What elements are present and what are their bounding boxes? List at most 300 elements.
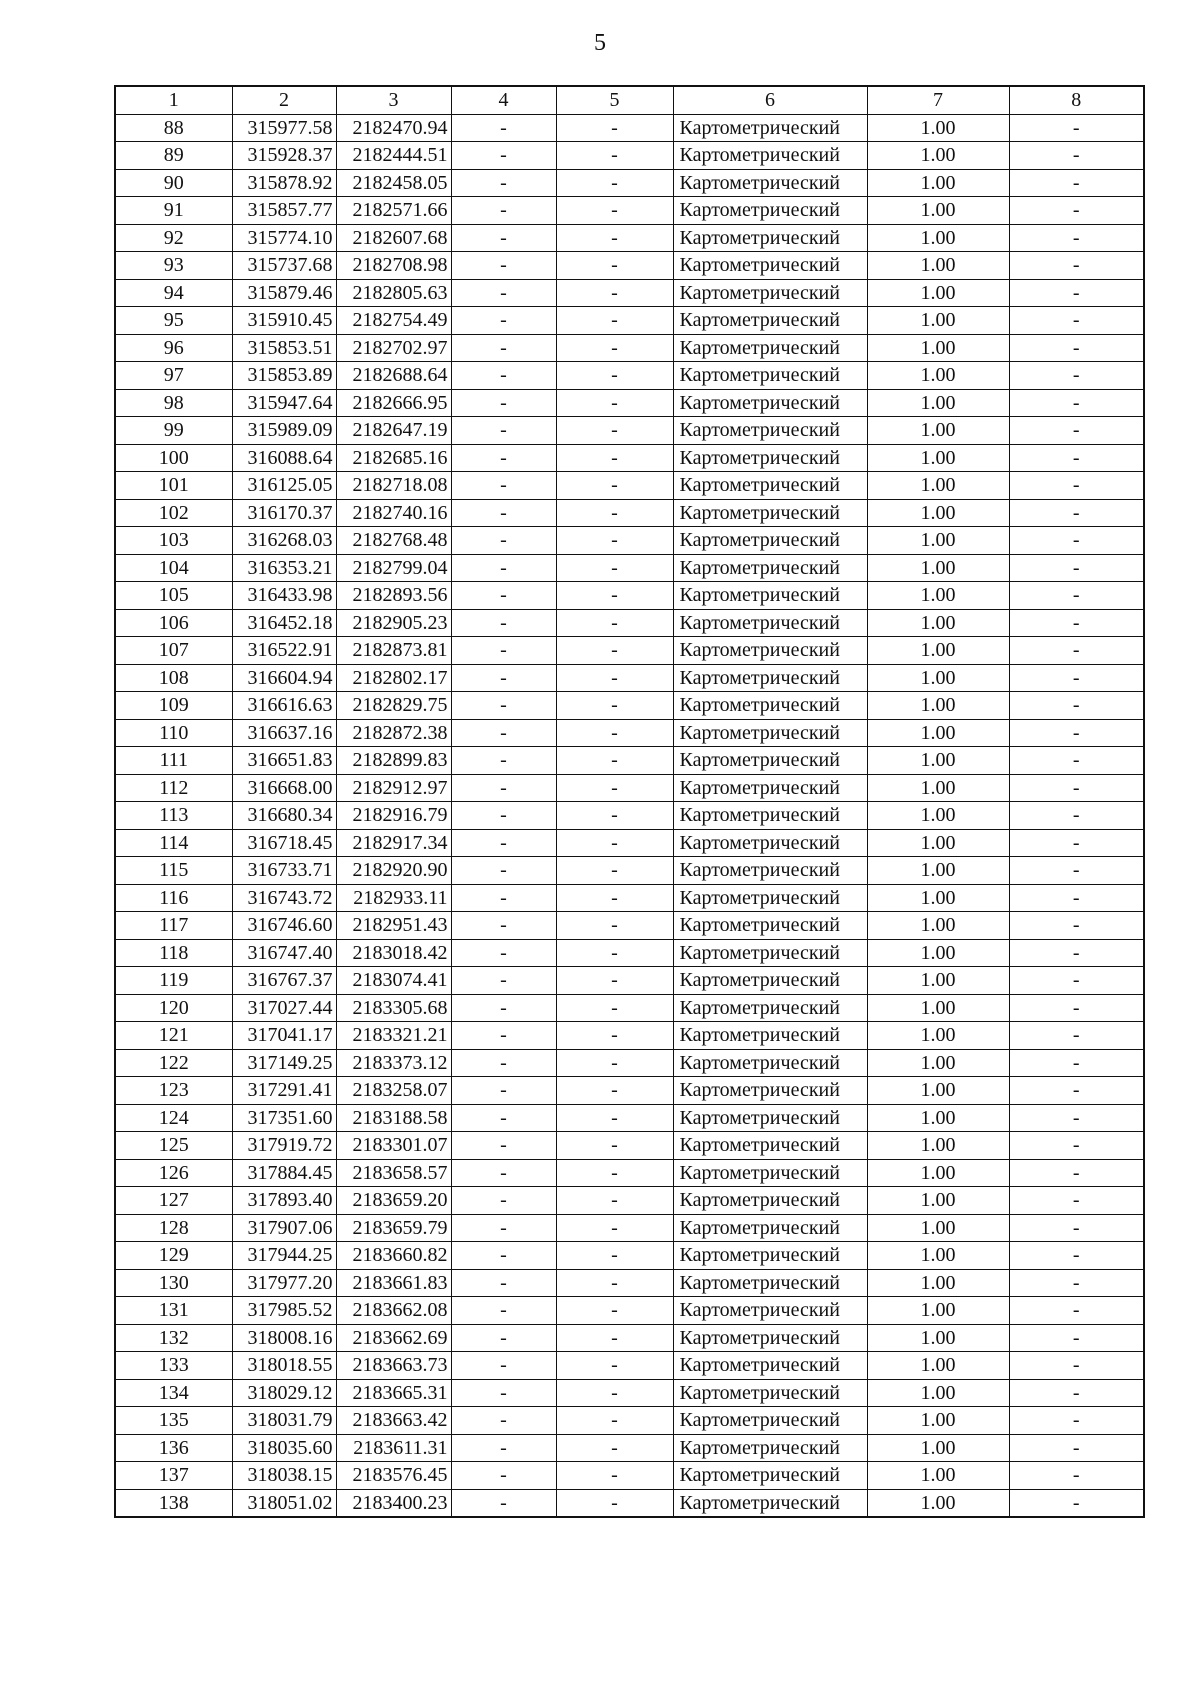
col-5-value: - <box>556 389 673 417</box>
point-number: 131 <box>115 1297 232 1325</box>
col-5-value: - <box>556 637 673 665</box>
col-8-value: - <box>1009 114 1144 142</box>
col-5-value: - <box>556 1269 673 1297</box>
col-5-value: - <box>556 884 673 912</box>
point-number: 92 <box>115 224 232 252</box>
y-coordinate: 2182933.11 <box>336 884 451 912</box>
y-coordinate: 2183188.58 <box>336 1104 451 1132</box>
table-row <box>115 829 1144 857</box>
point-number: 110 <box>115 719 232 747</box>
x-coordinate: 316733.71 <box>232 857 336 885</box>
x-coordinate: 316433.98 <box>232 582 336 610</box>
point-number: 117 <box>115 912 232 940</box>
table-row <box>115 362 1144 390</box>
col-8-value: - <box>1009 417 1144 445</box>
point-number: 129 <box>115 1242 232 1270</box>
table-row <box>115 912 1144 940</box>
table-row <box>115 664 1144 692</box>
col-4-value: - <box>451 252 556 280</box>
col-4-value: - <box>451 802 556 830</box>
method: Картометрический <box>673 279 867 307</box>
col-4-value: - <box>451 747 556 775</box>
point-number: 128 <box>115 1214 232 1242</box>
point-number: 135 <box>115 1407 232 1435</box>
col-5-value: - <box>556 1077 673 1105</box>
x-coordinate: 318051.02 <box>232 1489 336 1517</box>
col-5-value: - <box>556 802 673 830</box>
col-4-value: - <box>451 142 556 170</box>
x-coordinate: 315853.51 <box>232 334 336 362</box>
y-coordinate: 2182607.68 <box>336 224 451 252</box>
col-4-value: - <box>451 169 556 197</box>
col-8-value: - <box>1009 472 1144 500</box>
col-5-value: - <box>556 499 673 527</box>
x-coordinate: 315737.68 <box>232 252 336 280</box>
col-4-value: - <box>451 362 556 390</box>
col-5-value: - <box>556 1104 673 1132</box>
point-number: 95 <box>115 307 232 335</box>
table-row <box>115 1269 1144 1297</box>
table-row <box>115 1022 1144 1050</box>
col-4-value: - <box>451 692 556 720</box>
x-coordinate: 316747.40 <box>232 939 336 967</box>
accuracy: 1.00 <box>867 252 1009 280</box>
x-coordinate: 317919.72 <box>232 1132 336 1160</box>
method: Картометрический <box>673 334 867 362</box>
accuracy: 1.00 <box>867 1132 1009 1160</box>
table-row <box>115 527 1144 555</box>
table-row <box>115 967 1144 995</box>
col-8-value: - <box>1009 1187 1144 1215</box>
y-coordinate: 2182872.38 <box>336 719 451 747</box>
method: Картометрический <box>673 1489 867 1517</box>
table-row <box>115 802 1144 830</box>
accuracy: 1.00 <box>867 637 1009 665</box>
accuracy: 1.00 <box>867 1489 1009 1517</box>
y-coordinate: 2182893.56 <box>336 582 451 610</box>
y-coordinate: 2183074.41 <box>336 967 451 995</box>
accuracy: 1.00 <box>867 114 1009 142</box>
accuracy: 1.00 <box>867 1434 1009 1462</box>
accuracy: 1.00 <box>867 1352 1009 1380</box>
point-number: 102 <box>115 499 232 527</box>
col-4-value: - <box>451 334 556 362</box>
method: Картометрический <box>673 582 867 610</box>
col-8-value: - <box>1009 1462 1144 1490</box>
y-coordinate: 2182873.81 <box>336 637 451 665</box>
col-4-value: - <box>451 1407 556 1435</box>
point-number: 138 <box>115 1489 232 1517</box>
y-coordinate: 2182571.66 <box>336 197 451 225</box>
col-4-value: - <box>451 114 556 142</box>
accuracy: 1.00 <box>867 1324 1009 1352</box>
point-number: 126 <box>115 1159 232 1187</box>
table-row <box>115 1352 1144 1380</box>
accuracy: 1.00 <box>867 1214 1009 1242</box>
page-number: 5 <box>594 30 606 56</box>
method: Картометрический <box>673 1434 867 1462</box>
table-row <box>115 1324 1144 1352</box>
accuracy: 1.00 <box>867 1297 1009 1325</box>
point-number: 118 <box>115 939 232 967</box>
point-number: 132 <box>115 1324 232 1352</box>
y-coordinate: 2183576.45 <box>336 1462 451 1490</box>
table-body <box>115 114 1144 1517</box>
x-coordinate: 316604.94 <box>232 664 336 692</box>
method: Картометрический <box>673 664 867 692</box>
table-row <box>115 609 1144 637</box>
y-coordinate: 2182799.04 <box>336 554 451 582</box>
accuracy: 1.00 <box>867 527 1009 555</box>
x-coordinate: 318018.55 <box>232 1352 336 1380</box>
method: Картометрический <box>673 774 867 802</box>
col-5-value: - <box>556 114 673 142</box>
col-4-value: - <box>451 527 556 555</box>
header-accuracy: 7 <box>867 86 1009 114</box>
method: Картометрический <box>673 967 867 995</box>
col-4-value: - <box>451 664 556 692</box>
col-8-value: - <box>1009 939 1144 967</box>
table-row <box>115 499 1144 527</box>
y-coordinate: 2182805.63 <box>336 279 451 307</box>
point-number: 133 <box>115 1352 232 1380</box>
x-coordinate: 317944.25 <box>232 1242 336 1270</box>
x-coordinate: 316680.34 <box>232 802 336 830</box>
col-8-value: - <box>1009 609 1144 637</box>
point-number: 123 <box>115 1077 232 1105</box>
method: Картометрический <box>673 1297 867 1325</box>
col-5-value: - <box>556 692 673 720</box>
col-8-value: - <box>1009 499 1144 527</box>
col-4-value: - <box>451 1379 556 1407</box>
method: Картометрический <box>673 829 867 857</box>
y-coordinate: 2183400.23 <box>336 1489 451 1517</box>
x-coordinate: 317351.60 <box>232 1104 336 1132</box>
y-coordinate: 2183321.21 <box>336 1022 451 1050</box>
x-coordinate: 316616.63 <box>232 692 336 720</box>
x-coordinate: 316767.37 <box>232 967 336 995</box>
accuracy: 1.00 <box>867 582 1009 610</box>
accuracy: 1.00 <box>867 884 1009 912</box>
point-number: 107 <box>115 637 232 665</box>
col-8-value: - <box>1009 554 1144 582</box>
method: Картометрический <box>673 912 867 940</box>
point-number: 109 <box>115 692 232 720</box>
point-number: 106 <box>115 609 232 637</box>
y-coordinate: 2183663.42 <box>336 1407 451 1435</box>
y-coordinate: 2182647.19 <box>336 417 451 445</box>
x-coordinate: 316651.83 <box>232 747 336 775</box>
method: Картометрический <box>673 1407 867 1435</box>
point-number: 113 <box>115 802 232 830</box>
point-number: 97 <box>115 362 232 390</box>
accuracy: 1.00 <box>867 307 1009 335</box>
x-coordinate: 315947.64 <box>232 389 336 417</box>
col-8-value: - <box>1009 142 1144 170</box>
y-coordinate: 2183665.31 <box>336 1379 451 1407</box>
x-coordinate: 317027.44 <box>232 994 336 1022</box>
x-coordinate: 317041.17 <box>232 1022 336 1050</box>
col-4-value: - <box>451 939 556 967</box>
method: Картометрический <box>673 939 867 967</box>
table-row <box>115 1049 1144 1077</box>
col-8-value: - <box>1009 527 1144 555</box>
col-8-value: - <box>1009 857 1144 885</box>
col-8-value: - <box>1009 362 1144 390</box>
method: Картометрический <box>673 609 867 637</box>
x-coordinate: 315879.46 <box>232 279 336 307</box>
col-4-value: - <box>451 307 556 335</box>
x-coordinate: 318029.12 <box>232 1379 336 1407</box>
method: Картометрический <box>673 884 867 912</box>
col-8-value: - <box>1009 582 1144 610</box>
table-row <box>115 554 1144 582</box>
col-4-value: - <box>451 197 556 225</box>
col-4-value: - <box>451 609 556 637</box>
accuracy: 1.00 <box>867 967 1009 995</box>
y-coordinate: 2182899.83 <box>336 747 451 775</box>
col-4-value: - <box>451 857 556 885</box>
point-number: 122 <box>115 1049 232 1077</box>
col-4-value: - <box>451 1269 556 1297</box>
col-4-value: - <box>451 444 556 472</box>
col-8-value: - <box>1009 1434 1144 1462</box>
col-8-value: - <box>1009 637 1144 665</box>
accuracy: 1.00 <box>867 1269 1009 1297</box>
col-8-value: - <box>1009 224 1144 252</box>
point-number: 101 <box>115 472 232 500</box>
accuracy: 1.00 <box>867 1077 1009 1105</box>
accuracy: 1.00 <box>867 334 1009 362</box>
accuracy: 1.00 <box>867 1104 1009 1132</box>
col-8-value: - <box>1009 1269 1144 1297</box>
col-4-value: - <box>451 1489 556 1517</box>
col-8-value: - <box>1009 1077 1144 1105</box>
col-8-value: - <box>1009 1242 1144 1270</box>
accuracy: 1.00 <box>867 1242 1009 1270</box>
method: Картометрический <box>673 1462 867 1490</box>
col-4-value: - <box>451 1462 556 1490</box>
y-coordinate: 2183305.68 <box>336 994 451 1022</box>
col-5-value: - <box>556 609 673 637</box>
point-number: 89 <box>115 142 232 170</box>
col-5-value: - <box>556 1214 673 1242</box>
col-5-value: - <box>556 1132 673 1160</box>
accuracy: 1.00 <box>867 664 1009 692</box>
method: Картометрический <box>673 1187 867 1215</box>
col-4-value: - <box>451 829 556 857</box>
table-row <box>115 169 1144 197</box>
col-4-value: - <box>451 774 556 802</box>
point-number: 120 <box>115 994 232 1022</box>
x-coordinate: 316522.91 <box>232 637 336 665</box>
method: Картометрический <box>673 1132 867 1160</box>
col-5-value: - <box>556 1352 673 1380</box>
method: Картометрический <box>673 1159 867 1187</box>
col-8-value: - <box>1009 1407 1144 1435</box>
y-coordinate: 2182458.05 <box>336 169 451 197</box>
y-coordinate: 2182685.16 <box>336 444 451 472</box>
col-5-value: - <box>556 334 673 362</box>
col-5-value: - <box>556 1379 673 1407</box>
method: Картометрический <box>673 1269 867 1297</box>
x-coordinate: 317291.41 <box>232 1077 336 1105</box>
col-5-value: - <box>556 1242 673 1270</box>
y-coordinate: 2182912.97 <box>336 774 451 802</box>
table-row <box>115 197 1144 225</box>
method: Картометрический <box>673 1379 867 1407</box>
col-5-value: - <box>556 362 673 390</box>
y-coordinate: 2182917.34 <box>336 829 451 857</box>
y-coordinate: 2182688.64 <box>336 362 451 390</box>
x-coordinate: 316668.00 <box>232 774 336 802</box>
table-header-row <box>115 86 1144 114</box>
table-row <box>115 472 1144 500</box>
col-5-value: - <box>556 197 673 225</box>
col-4-value: - <box>451 554 556 582</box>
col-4-value: - <box>451 1297 556 1325</box>
table-row <box>115 142 1144 170</box>
table-row <box>115 1104 1144 1132</box>
col-4-value: - <box>451 967 556 995</box>
col-8-value: - <box>1009 389 1144 417</box>
y-coordinate: 2182740.16 <box>336 499 451 527</box>
col-5-value: - <box>556 169 673 197</box>
table-row <box>115 1407 1144 1435</box>
col-8-value: - <box>1009 692 1144 720</box>
y-coordinate: 2182754.49 <box>336 307 451 335</box>
col-5-value: - <box>556 829 673 857</box>
accuracy: 1.00 <box>867 912 1009 940</box>
x-coordinate: 317884.45 <box>232 1159 336 1187</box>
coordinates-table <box>114 85 1145 1518</box>
y-coordinate: 2183659.20 <box>336 1187 451 1215</box>
accuracy: 1.00 <box>867 829 1009 857</box>
x-coordinate: 317985.52 <box>232 1297 336 1325</box>
col-4-value: - <box>451 912 556 940</box>
col-4-value: - <box>451 1352 556 1380</box>
y-coordinate: 2182920.90 <box>336 857 451 885</box>
col-4-value: - <box>451 279 556 307</box>
col-4-value: - <box>451 1132 556 1160</box>
method: Картометрический <box>673 1077 867 1105</box>
x-coordinate: 318035.60 <box>232 1434 336 1462</box>
method: Картометрический <box>673 114 867 142</box>
col-8-value: - <box>1009 197 1144 225</box>
method: Картометрический <box>673 169 867 197</box>
point-number: 103 <box>115 527 232 555</box>
point-number: 88 <box>115 114 232 142</box>
method: Картометрический <box>673 1214 867 1242</box>
col-5-value: - <box>556 774 673 802</box>
point-number: 137 <box>115 1462 232 1490</box>
col-4-value: - <box>451 389 556 417</box>
accuracy: 1.00 <box>867 994 1009 1022</box>
point-number: 99 <box>115 417 232 445</box>
table-row <box>115 692 1144 720</box>
col-8-value: - <box>1009 664 1144 692</box>
accuracy: 1.00 <box>867 609 1009 637</box>
method: Картометрический <box>673 747 867 775</box>
col-5-value: - <box>556 1434 673 1462</box>
method: Картометрический <box>673 142 867 170</box>
header-col-8: 8 <box>1009 86 1144 114</box>
header-col-4: 4 <box>451 86 556 114</box>
table-row <box>115 1297 1144 1325</box>
x-coordinate: 315977.58 <box>232 114 336 142</box>
col-8-value: - <box>1009 747 1144 775</box>
col-8-value: - <box>1009 334 1144 362</box>
point-number: 124 <box>115 1104 232 1132</box>
accuracy: 1.00 <box>867 1187 1009 1215</box>
col-8-value: - <box>1009 444 1144 472</box>
accuracy: 1.00 <box>867 719 1009 747</box>
y-coordinate: 2183662.69 <box>336 1324 451 1352</box>
x-coordinate: 315910.45 <box>232 307 336 335</box>
col-8-value: - <box>1009 1379 1144 1407</box>
col-5-value: - <box>556 527 673 555</box>
y-coordinate: 2182951.43 <box>336 912 451 940</box>
table-row <box>115 1187 1144 1215</box>
method: Картометрический <box>673 527 867 555</box>
table-row <box>115 389 1144 417</box>
y-coordinate: 2183611.31 <box>336 1434 451 1462</box>
x-coordinate: 315853.89 <box>232 362 336 390</box>
col-4-value: - <box>451 1022 556 1050</box>
col-8-value: - <box>1009 1104 1144 1132</box>
y-coordinate: 2182702.97 <box>336 334 451 362</box>
col-8-value: - <box>1009 802 1144 830</box>
col-8-value: - <box>1009 169 1144 197</box>
col-5-value: - <box>556 1297 673 1325</box>
col-8-value: - <box>1009 774 1144 802</box>
x-coordinate: 315989.09 <box>232 417 336 445</box>
accuracy: 1.00 <box>867 389 1009 417</box>
col-5-value: - <box>556 142 673 170</box>
y-coordinate: 2183661.83 <box>336 1269 451 1297</box>
y-coordinate: 2183301.07 <box>336 1132 451 1160</box>
col-5-value: - <box>556 967 673 995</box>
x-coordinate: 317977.20 <box>232 1269 336 1297</box>
table-row <box>115 719 1144 747</box>
y-coordinate: 2182470.94 <box>336 114 451 142</box>
col-4-value: - <box>451 499 556 527</box>
col-5-value: - <box>556 279 673 307</box>
col-8-value: - <box>1009 1297 1144 1325</box>
col-5-value: - <box>556 1159 673 1187</box>
col-4-value: - <box>451 994 556 1022</box>
accuracy: 1.00 <box>867 747 1009 775</box>
x-coordinate: 316170.37 <box>232 499 336 527</box>
point-number: 121 <box>115 1022 232 1050</box>
point-number: 100 <box>115 444 232 472</box>
point-number: 90 <box>115 169 232 197</box>
table-row <box>115 637 1144 665</box>
accuracy: 1.00 <box>867 169 1009 197</box>
x-coordinate: 317893.40 <box>232 1187 336 1215</box>
method: Картометрический <box>673 802 867 830</box>
point-number: 104 <box>115 554 232 582</box>
col-4-value: - <box>451 1324 556 1352</box>
table-row <box>115 1077 1144 1105</box>
accuracy: 1.00 <box>867 939 1009 967</box>
accuracy: 1.00 <box>867 417 1009 445</box>
accuracy: 1.00 <box>867 197 1009 225</box>
header-point-number: 1 <box>115 86 232 114</box>
point-number: 127 <box>115 1187 232 1215</box>
accuracy: 1.00 <box>867 142 1009 170</box>
col-5-value: - <box>556 994 673 1022</box>
